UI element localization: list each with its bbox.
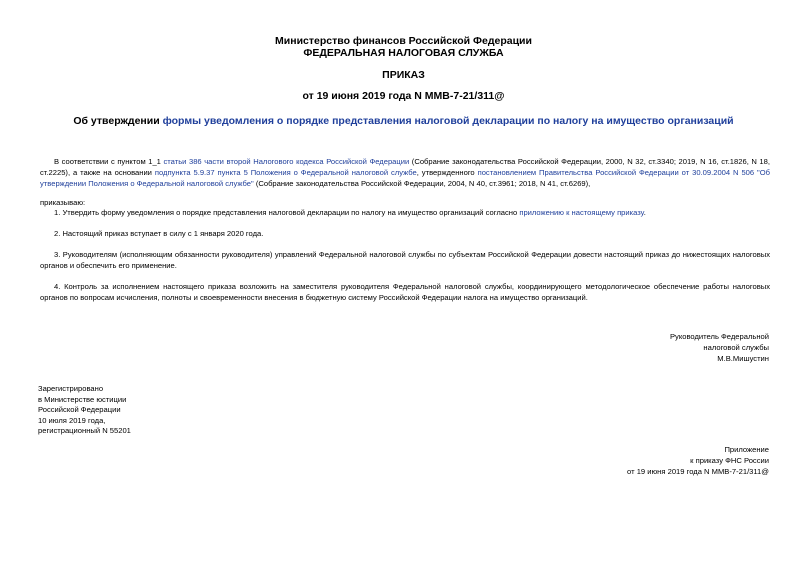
order-word: приказываю: <box>40 198 86 207</box>
intro-text-2: (Собрание законодательства Российской Федерации, 2000, N 32, ст.3340; 2019, N 16, ст.1826, N 18, ст.2225), а также на основании <box>40 157 770 177</box>
appendix-link[interactable]: приложению к настоящему приказу <box>519 208 644 217</box>
intro-text-1: В соответствии с пунктом 1_1 <box>54 157 164 166</box>
ministry-name: Министерство финансов Российской Федерации <box>275 35 532 47</box>
title-link[interactable]: формы уведомления о порядке представления налоговой декларации по налогу на имущество организаций <box>162 115 734 127</box>
signature-position: Руководитель Федеральной <box>669 332 769 341</box>
registration-line-5: регистрационный N 55201 <box>38 426 131 435</box>
service-name: ФЕДЕРАЛЬНАЯ НАЛОГОВАЯ СЛУЖБА <box>303 47 504 59</box>
intro-link-tax-code[interactable]: статьи 386 части второй Налогового кодекса Российской Федерации <box>163 157 410 166</box>
item-1 <box>40 207 770 218</box>
intro-text-4: (Собрание законодательства Российской Федерации, 2004, N 40, ст.3961; 2018, N 41, ст.6269), <box>253 179 591 188</box>
intro-text-3: , утвержденного <box>416 168 478 177</box>
item-3: 3. Руководителям (исполняющим обязанности руководителя) управлений Федеральной налоговой службы по субъектам Российской Федерации довести настоящий приказ до нижестоящих налоговых органов и обеспечить его применение. <box>40 250 770 270</box>
item-4: 4. Контроль за исполнением настоящего приказа возложить на заместителя руководителя Федеральной налоговой службы, координирующего методологическое обеспечение работы налоговых органов по вопросам исчисления, полноты и своевременности внесения в бюджетную систему Российской Федерации налога на имущество организаций. <box>40 282 770 302</box>
intro-link-decree[interactable]: постановлением Правительства Российской Федерации от 30.09.2004 N 506 "Об утверждении Положения о Федеральной налоговой службе" <box>40 168 770 188</box>
appendix-line-3: от 19 июня 2019 года N ММВ-7-21/311@ <box>627 467 769 476</box>
signature-org: налоговой службы <box>703 343 769 352</box>
item-1-end: . <box>643 208 646 217</box>
registration-block <box>38 384 131 437</box>
doc-date-number: от 19 июня 2019 года N ММВ-7-21/311@ <box>302 90 505 102</box>
appendix-block <box>627 444 769 477</box>
item-2: 2. Настоящий приказ вступает в силу с 1 января 2020 года. <box>54 229 264 238</box>
registration-line-3: Российской Федерации <box>38 405 121 414</box>
registration-line-1: Зарегистрировано <box>38 384 104 393</box>
registration-line-4: 10 июля 2019 года, <box>38 415 106 425</box>
appendix-line-1: Приложение <box>724 445 769 454</box>
signature-name: М.В.Мишустин <box>717 354 769 363</box>
document-title <box>0 115 807 127</box>
registration-line-2: в Министерстве юстиции <box>38 394 127 404</box>
title-prefix: Об утверждении <box>73 115 163 127</box>
item-1-text: 1. Утвердить форму уведомления о порядке представления налоговой декларации по налогу на имущество организаций согласно <box>54 208 520 217</box>
signature-block <box>670 331 769 364</box>
appendix-line-2: к приказу ФНС России <box>690 456 769 465</box>
intro-link-regulation[interactable]: подпункта 5.9.37 пункта 5 Положения о Федеральной налоговой службе <box>154 168 417 177</box>
doc-type: ПРИКАЗ <box>382 69 425 81</box>
intro-paragraph <box>40 156 770 189</box>
